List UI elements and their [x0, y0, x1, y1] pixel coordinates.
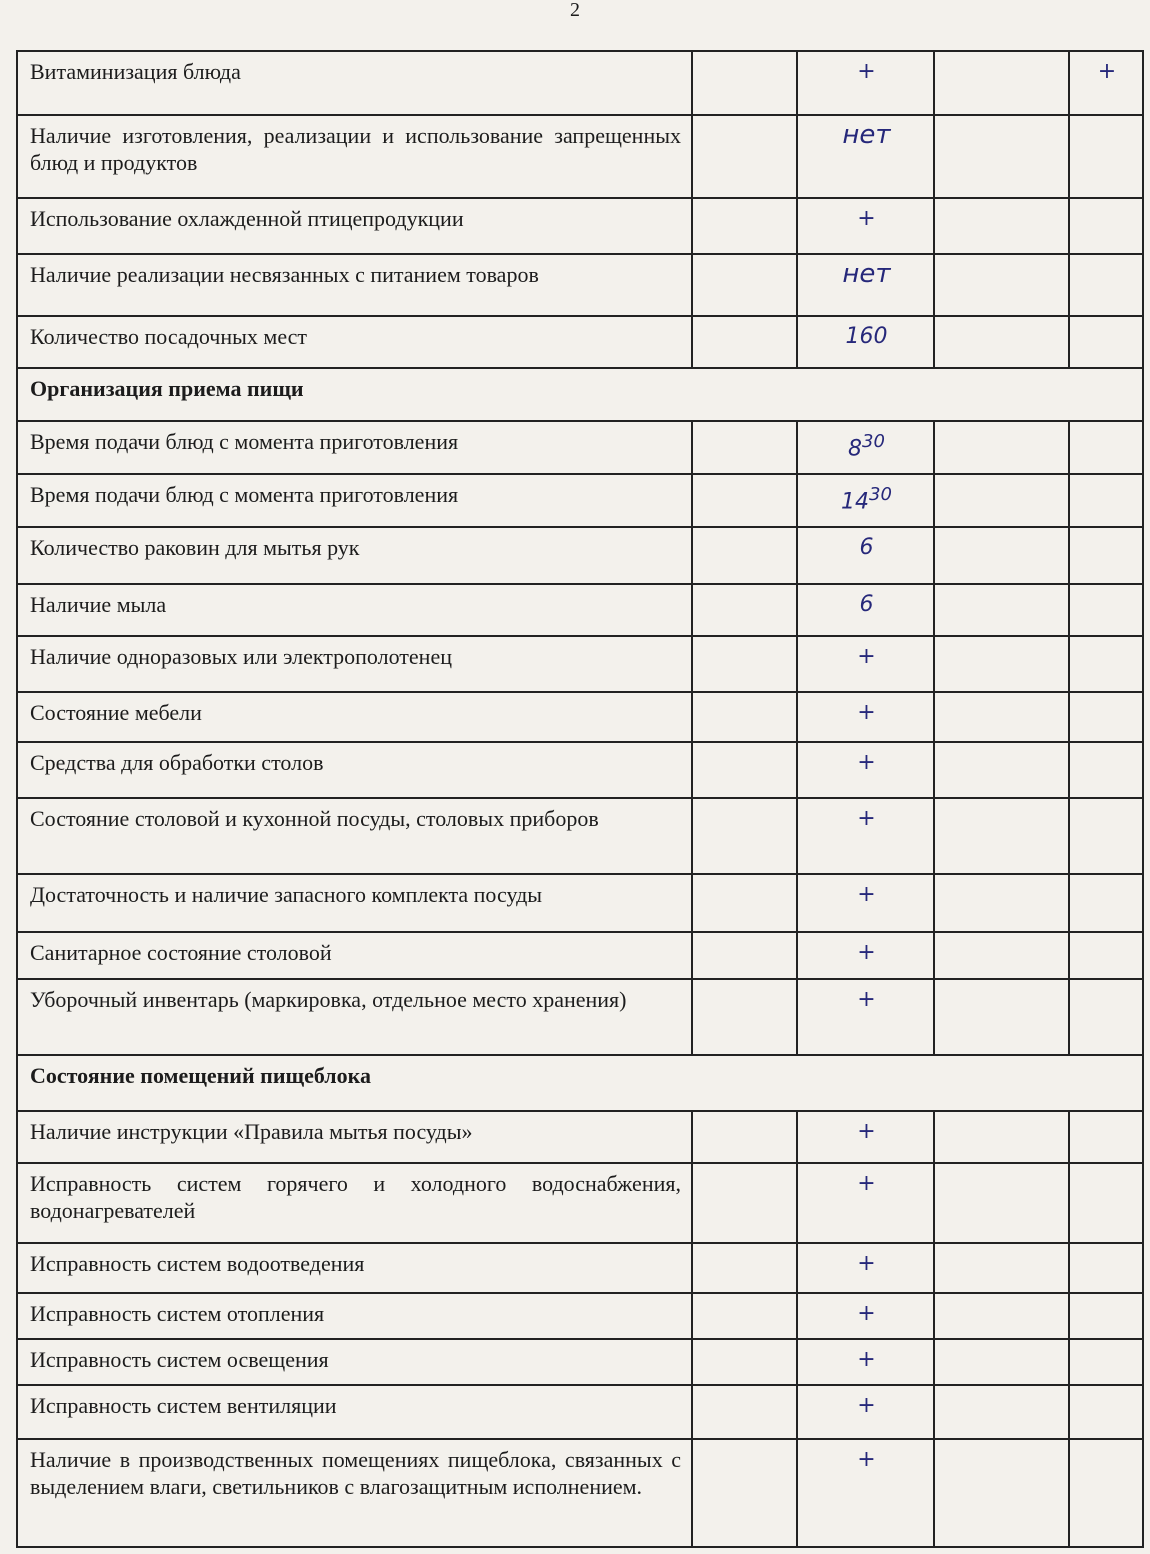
empty-cell — [1069, 1293, 1143, 1339]
table-row — [17, 874, 1143, 932]
empty-cell — [1069, 1163, 1143, 1243]
empty-cell — [1069, 316, 1143, 368]
criterion-label: Количество раковин для мытья рук — [17, 527, 692, 584]
empty-cell — [934, 932, 1069, 979]
empty-cell — [934, 1163, 1069, 1243]
handwritten-mark: + — [797, 1385, 934, 1439]
handwritten-mark: + — [797, 742, 934, 798]
table-row — [17, 316, 1143, 368]
criterion-label: Достаточность и наличие запасного комплекта посуды — [17, 874, 692, 932]
empty-cell — [934, 316, 1069, 368]
table-row — [17, 51, 1143, 115]
table-row — [17, 1243, 1143, 1293]
empty-cell — [1069, 527, 1143, 584]
handwritten-mark: + — [797, 1243, 934, 1293]
empty-cell — [934, 798, 1069, 874]
empty-cell — [692, 198, 797, 254]
handwritten-mark: + — [797, 874, 934, 932]
handwritten-mark: + — [797, 636, 934, 692]
empty-cell — [692, 115, 797, 198]
empty-cell — [1069, 1111, 1143, 1163]
empty-cell — [934, 584, 1069, 636]
empty-cell — [1069, 692, 1143, 742]
empty-cell — [692, 474, 797, 527]
empty-cell — [1069, 932, 1143, 979]
criterion-label: Наличие изготовления, реализации и использование запрещенных блюд и продуктов — [17, 115, 692, 198]
table-row — [17, 692, 1143, 742]
criterion-label: Использование охлажденной птицепродукции — [17, 198, 692, 254]
empty-cell — [934, 1385, 1069, 1439]
table-row — [17, 1439, 1143, 1547]
empty-cell — [934, 1243, 1069, 1293]
handwritten-mark — [797, 254, 934, 316]
empty-cell — [1069, 1243, 1143, 1293]
empty-cell — [1069, 1439, 1143, 1547]
empty-cell — [934, 51, 1069, 115]
empty-cell — [692, 1163, 797, 1243]
table-row — [17, 979, 1143, 1055]
empty-cell — [1069, 254, 1143, 316]
handwritten-mark: + — [797, 979, 934, 1055]
empty-cell — [692, 584, 797, 636]
empty-cell — [934, 636, 1069, 692]
empty-cell — [692, 1339, 797, 1385]
handwritten-mark: 6 — [797, 584, 934, 636]
table-row — [17, 527, 1143, 584]
table-row — [17, 798, 1143, 874]
empty-cell — [934, 115, 1069, 198]
empty-cell — [692, 798, 797, 874]
table-row — [17, 584, 1143, 636]
empty-cell — [934, 874, 1069, 932]
empty-cell — [692, 979, 797, 1055]
table-row — [17, 421, 1143, 474]
criterion-label: Время подачи блюд с момента приготовления — [17, 421, 692, 474]
handwritten-mark — [797, 474, 934, 527]
empty-cell — [934, 1439, 1069, 1547]
empty-cell — [1069, 874, 1143, 932]
handwritten-mark: + — [797, 1339, 934, 1385]
empty-cell — [1069, 742, 1143, 798]
criterion-label: Исправность систем горячего и холодного водоснабжения, водонагревателей — [17, 1163, 692, 1243]
table-row — [17, 254, 1143, 316]
handwritten-mark: + — [797, 932, 934, 979]
handwritten-mark — [797, 115, 934, 198]
empty-cell — [934, 1293, 1069, 1339]
empty-cell — [692, 874, 797, 932]
empty-cell — [692, 932, 797, 979]
empty-cell — [934, 692, 1069, 742]
criterion-label: Средства для обработки столов — [17, 742, 692, 798]
empty-cell — [1069, 798, 1143, 874]
criterion-label: Состояние столовой и кухонной посуды, столовых приборов — [17, 798, 692, 874]
handwritten-mark: 160 — [797, 316, 934, 368]
criterion-label: Наличие инструкции «Правила мытья посуды» — [17, 1111, 692, 1163]
criterion-label: Исправность систем отопления — [17, 1293, 692, 1339]
handwritten-mark: + — [797, 1163, 934, 1243]
empty-cell — [934, 421, 1069, 474]
empty-cell — [1069, 474, 1143, 527]
empty-cell — [1069, 1385, 1143, 1439]
table-row — [17, 1163, 1143, 1243]
table-row — [17, 115, 1143, 198]
handwritten-mark: + — [797, 798, 934, 874]
empty-cell — [692, 527, 797, 584]
table-row — [17, 474, 1143, 527]
criterion-label: Санитарное состояние столовой — [17, 932, 692, 979]
empty-cell — [1069, 1339, 1143, 1385]
table-row — [17, 742, 1143, 798]
empty-cell — [692, 636, 797, 692]
empty-cell — [934, 198, 1069, 254]
handwritten-mark — [797, 421, 934, 474]
table-row — [17, 636, 1143, 692]
empty-cell — [934, 527, 1069, 584]
section-row — [17, 368, 1143, 421]
empty-cell — [934, 1111, 1069, 1163]
criterion-label: Время подачи блюд с момента приготовления — [17, 474, 692, 527]
empty-cell — [1069, 115, 1143, 198]
table-row — [17, 932, 1143, 979]
criterion-label: Наличие мыла — [17, 584, 692, 636]
section-row — [17, 1055, 1143, 1111]
table-row — [17, 1385, 1143, 1439]
empty-cell — [692, 1243, 797, 1293]
section-heading: Организация приема пищи — [17, 368, 1143, 421]
empty-cell — [692, 316, 797, 368]
handwritten-mark: + — [797, 51, 934, 115]
page-number: 2 — [570, 0, 580, 21]
table-row — [17, 1339, 1143, 1385]
handwritten-time-hours: 8 — [848, 436, 863, 462]
handwritten-time-minutes: 30 — [862, 431, 885, 452]
empty-cell — [934, 979, 1069, 1055]
handwritten-mark: + — [1069, 51, 1143, 115]
handwritten-word: нет — [842, 120, 891, 150]
empty-cell — [692, 51, 797, 115]
empty-cell — [692, 254, 797, 316]
empty-cell — [1069, 979, 1143, 1055]
empty-cell — [692, 1439, 797, 1547]
handwritten-mark: + — [797, 1293, 934, 1339]
empty-cell — [934, 254, 1069, 316]
empty-cell — [934, 1339, 1069, 1385]
criterion-label: Наличие реализации несвязанных с питанием товаров — [17, 254, 692, 316]
empty-cell — [692, 1385, 797, 1439]
handwritten-mark: + — [797, 1439, 934, 1547]
checklist-table — [16, 50, 1144, 1548]
table-row — [17, 198, 1143, 254]
criterion-label: Исправность систем водоотведения — [17, 1243, 692, 1293]
criterion-label: Состояние мебели — [17, 692, 692, 742]
empty-cell — [934, 474, 1069, 527]
empty-cell — [1069, 421, 1143, 474]
handwritten-mark: 6 — [797, 527, 934, 584]
handwritten-time-hours: 14 — [841, 489, 870, 515]
criterion-label: Исправность систем вентиляции — [17, 1385, 692, 1439]
empty-cell — [934, 742, 1069, 798]
empty-cell — [692, 692, 797, 742]
handwritten-word: нет — [842, 259, 891, 289]
empty-cell — [1069, 198, 1143, 254]
criterion-label: Уборочный инвентарь (маркировка, отдельное место хранения) — [17, 979, 692, 1055]
handwritten-time-minutes: 30 — [869, 484, 892, 505]
criterion-label: Наличие в производственных помещениях пищеблока, связанных с выделением влаги, светильников с влагозащитным исполнением. — [17, 1439, 692, 1547]
criterion-label: Количество посадочных мест — [17, 316, 692, 368]
criterion-label: Наличие одноразовых или электрополотенец — [17, 636, 692, 692]
table-row — [17, 1293, 1143, 1339]
criterion-label: Исправность систем освещения — [17, 1339, 692, 1385]
handwritten-mark: + — [797, 198, 934, 254]
table-row — [17, 1111, 1143, 1163]
empty-cell — [692, 742, 797, 798]
empty-cell — [1069, 584, 1143, 636]
empty-cell — [1069, 636, 1143, 692]
handwritten-mark: + — [797, 692, 934, 742]
handwritten-mark: + — [797, 1111, 934, 1163]
empty-cell — [692, 421, 797, 474]
section-heading: Состояние помещений пищеблока — [17, 1055, 1143, 1111]
criterion-label: Витаминизация блюда — [17, 51, 692, 115]
empty-cell — [692, 1293, 797, 1339]
empty-cell — [692, 1111, 797, 1163]
